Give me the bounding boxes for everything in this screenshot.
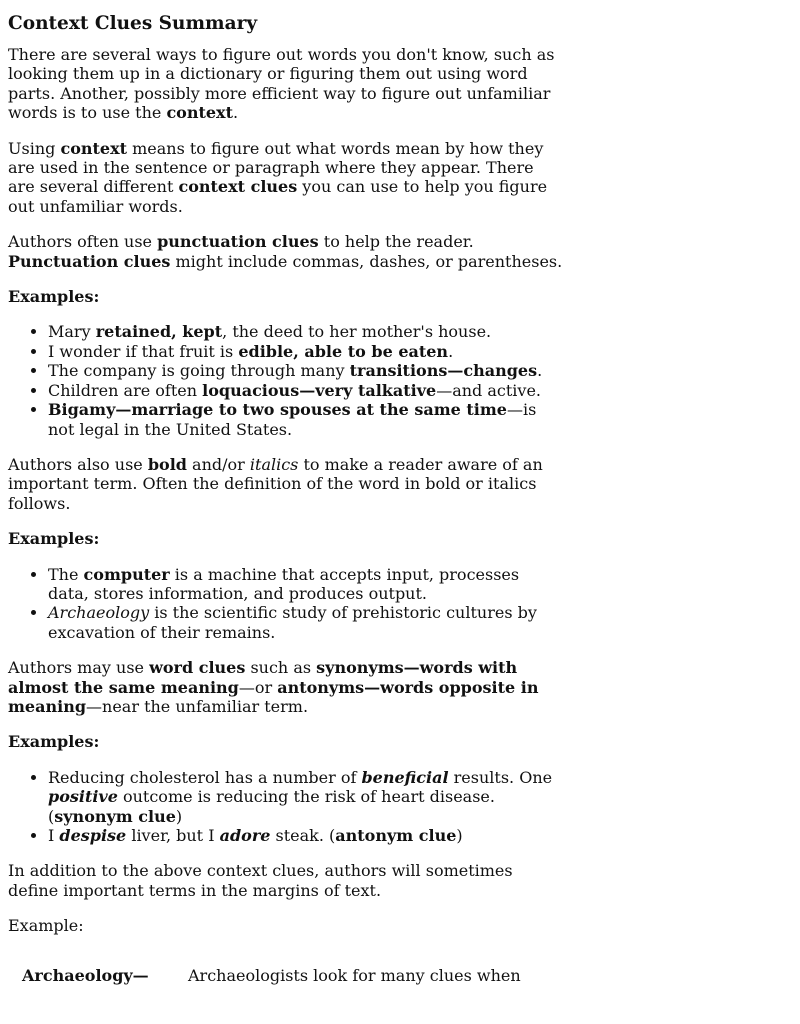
margin-definition-example <box>8 966 563 985</box>
term-context: context <box>60 138 127 158</box>
list-item: • Bigamy—marriage to two spouses at the same time—is not legal in the United States. <box>48 400 563 439</box>
margin-term: Archaeology— <box>22 965 149 985</box>
list-item: • The computer is a machine that accepts input, processes data, stores information, and produces output. <box>48 565 563 604</box>
term-bold: bold <box>147 454 187 474</box>
bold-italics-examples-list <box>8 565 563 643</box>
list-item: • Mary retained, kept, the deed to her mother's house. <box>48 322 563 341</box>
examples-heading: Examples: <box>8 287 100 307</box>
margin-text: Archaeologists look for many clues when <box>188 965 521 985</box>
examples-heading: Examples: <box>8 732 100 752</box>
punctuation-paragraph: Authors often use punctuation clues to help the reader. Punctuation clues might include commas, dashes, or parentheses. <box>8 232 563 271</box>
list-item: • The company is going through many transitions—changes. <box>48 361 563 380</box>
word-clues-examples-list <box>8 768 563 846</box>
intro-paragraph-2: Using context means to figure out what words mean by how they are used in the sentence or paragraph where they appear. There are several different context clues you can use to help you figure out unfamiliar words. <box>8 138 548 216</box>
page-title: Context Clues Summary <box>8 13 258 34</box>
list-item: • I despise liver, but I adore steak. (antonym clue) <box>48 826 563 845</box>
list-item: • Children are often loquacious—very talkative—and active. <box>48 381 563 400</box>
word-clues-paragraph: Authors may use word clues such as synonyms—words with almost the same meaning—or antonyms—words opposite in meaning—near the unfamiliar term. <box>8 658 539 716</box>
list-item: • I wonder if that fruit is edible, able to be eaten. <box>48 342 563 361</box>
example-label: Example: <box>8 916 84 936</box>
term-punctuation-clues: Punctuation clues <box>8 251 171 271</box>
margins-paragraph: In addition to the above context clues, authors will sometimes define important terms in the margins of text. <box>8 861 513 900</box>
punctuation-examples-list <box>8 322 563 438</box>
term-context: context <box>166 103 233 123</box>
examples-heading: Examples: <box>8 529 100 549</box>
list-item: • Reducing cholesterol has a number of beneficial results. One positive outcome is reducing the risk of heart disease. (synonym clue) <box>48 768 563 826</box>
bold-italics-paragraph: Authors also use bold and/or italics to make a reader aware of an important term. Often the definition of the word in bold or italics follows. <box>8 454 543 513</box>
term-italics: italics <box>249 454 299 474</box>
list-item: • Archaeology is the scientific study of prehistoric cultures by excavation of their remains. <box>48 603 563 642</box>
term-punctuation-clues: punctuation clues <box>157 232 319 252</box>
term-context-clues: context clues <box>178 177 298 197</box>
intro-paragraph-1: There are several ways to figure out words you don't know, such as looking them up in a dictionary or figuring them out using word parts. Another, possibly more efficient way to figure out unfamiliar words is to use the context. <box>8 45 555 123</box>
